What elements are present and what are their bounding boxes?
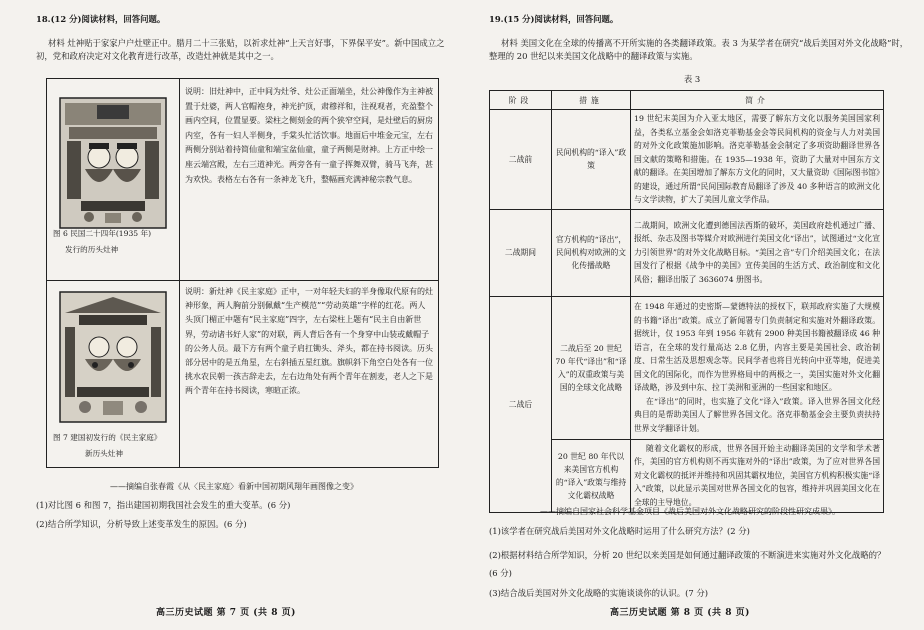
question-19-heading: 19.(15 分)阅读材料，回答问题。 bbox=[489, 14, 619, 24]
page-8-footer: 高三历史试题 第 8 页 (共 8 页) bbox=[610, 608, 750, 618]
democratic-family-kitchen-god-image bbox=[59, 291, 167, 423]
kitchen-god-woodcut-1935-image bbox=[59, 97, 167, 229]
measure-cell: 官方机构的“译出”，民间机构对欧洲的文化传播战略 bbox=[552, 209, 631, 296]
question-18-source: ——摘编自张春霞《从〈民主家庭〉看新中国初期风翔年画图像之变》 bbox=[110, 482, 358, 491]
figure-7-caption-line-1: 图 7 建国初发行的《民主家庭》 bbox=[53, 433, 162, 442]
question-18-material: 材料 灶神贴于家家户户灶壁正中。腊月二十三张贴，以祈求灶神“上天言好事，下界保平安”。新中国成立之初，党和政府决定对文化教育进行改革，改造灶神就是其中之一。 bbox=[36, 38, 445, 61]
question-18-part-1: (1)对比图 6 和图 7，指出建国初期我国社会发生的重大变革。(6 分) bbox=[36, 500, 291, 510]
header-intro: 简介 bbox=[631, 91, 884, 110]
intro-cell: 19 世纪末美国为介入亚太地区，需要了解东方文化以服务美国国家利益，各类私立基金会如洛克菲勒基金会等民间机构的资金与人力对美国的对外文化政策施加影响。洛克菲勒基金会制定了多项资助翻译世界各国文献的策略和措施。在 1935—1938 年，资助了大量对中国东方文献的翻译。在美国增加了解东方文化的同时，又大量资助《国际图书馆》的建设，通过所谓“民间国际教育局翻译了涉及 40 多种语言的欧洲文化与文学读物，扩大了美国儿童文学作品。 bbox=[631, 110, 884, 210]
figure-7-caption-line-2: 新历头灶神 bbox=[85, 449, 123, 458]
stage-cell: 二战期间 bbox=[490, 209, 552, 296]
measure-cell: 二战后至 20 世纪 70 年代“译出”和“译入”的双重政策与美国的全球文化战略 bbox=[552, 296, 631, 439]
measure-cell: 民间机构的“译入”政策 bbox=[552, 110, 631, 210]
table-row-post-war bbox=[490, 296, 884, 439]
intro-cell: 二战期间，欧洲文化遭到德国法西斯的破坏，美国政府趁机通过广播、报纸、杂志及图书等媒介对欧洲进行美国文化“译出”，试图通过“文化宣力引领世界”的对外文化战略目标。“美国之音”专门介绍美国文化；在法国发行了根据《战争中的美国》宣传美国的生活方式、政治制度和文化风俗；翻译出版了 3636074 册图书。 bbox=[631, 209, 884, 296]
translation-policy-table bbox=[489, 90, 884, 513]
table-row-figure-6 bbox=[47, 79, 438, 281]
material-table-18 bbox=[46, 78, 439, 468]
table-3-title: 表 3 bbox=[683, 74, 701, 84]
question-19-material: 材料 美国文化在全球的传播离不开所实施的各类翻译政策。表 3 为某学者在研究“战后美国对外文化战略”时，整理的 20 世纪以来美国文化战略中的翻译政策与实施。 bbox=[489, 38, 909, 61]
stage-cell: 二战后 bbox=[490, 296, 552, 512]
question-19-part-3: (3)结合战后美国对外文化战略的实施谈谈你的认识。(7 分) bbox=[489, 588, 709, 598]
intro-cell: 随着文化霸权的形成，世界各国开始主动翻译美国的文学和学术著作，美国的官方机构则不再实施对外的“译出”政策，为了应对世界各国对文化霸权的抵评并维持和巩固其霸权地位，美国官方机构积极实施“译入”政策，以此显示美国对世界各国文化的包容，维持并巩固美国文化在全球的主导地位。 bbox=[631, 439, 884, 512]
table-row-pre-war bbox=[490, 110, 884, 210]
figure-6-caption-line-2: 发行的历头灶神 bbox=[65, 245, 119, 254]
header-measure: 措施 bbox=[552, 91, 631, 110]
table-header-row bbox=[490, 91, 884, 110]
page-7-footer: 高三历史试题 第 7 页 (共 8 页) bbox=[156, 608, 296, 618]
figure-6-description: 说明：旧灶神中，正中间为灶爷、灶公正面端坐，灶公神像作为主神被置于灶婆，两人官帽袍身，神光护顶，肃穆祥和，注视观者，充盈整个画内空间，位置显要。梁柱之侧刻金的两个狭窄空间，是灶壁后的厨房内室，各有一妇人半侧身，手棠头忙活饮事。地面后中堆金元宝，左右两侧分别站着持简仙童和端宝盆仙童，童子两侧是财神。上方正中绘一座云端宫殿，左右三道神光。两旁各有一童子挥舞双臂，骑马飞奔，甚为欢快。表格左右各有一条神龙飞升，整幅画充满神秘宗教气息。 bbox=[185, 87, 433, 184]
question-18-heading: 18.(12 分)阅读材料，回答问题。 bbox=[36, 14, 166, 24]
question-19-source: ——摘编自国家社会科学基金项目《战后美国对外文化战略研究的阶段性研究成果》。 bbox=[540, 507, 840, 516]
figure-7-cell bbox=[47, 281, 180, 467]
question-18-part-2: (2)结合所学知识，分析导致上述变革发生的原因。(6 分) bbox=[36, 519, 247, 529]
measure-cell: 20 世纪 80 年代以来美国官方机构的“译入”政策与维持文化霸权战略 bbox=[552, 439, 631, 512]
question-19-part-1: (1)该学者在研究战后美国对外文化战略时运用了什么研究方法？(2 分) bbox=[489, 526, 750, 536]
table-row-wartime bbox=[490, 209, 884, 296]
table-row-figure-7 bbox=[47, 281, 438, 467]
stage-cell: 二战前 bbox=[490, 110, 552, 210]
figure-6-cell bbox=[47, 79, 180, 280]
intro-paragraph-2: 在“译出”的同时，也实施了文化“译入”政策。译入世界各国文化经典目的是帮助美国人了解世界各国文化。洛克菲勒基金会主要负责扶持世界文学翻译计划。 bbox=[634, 396, 880, 433]
figure-7-description: 说明：新灶神《民主家庭》正中，一对年轻夫妇的半身像取代原有的灶神形象，两人胸前分别佩戴“生产模范”“劳动英雄”字样的红花。两人头顶门楣正中题有“民主家庭”四字，左右梁柱上题有“民主自由新世界，劳动诸书好人家”的对联，两人背后各有一个身穿中山装或戴帽子的公务人员。最下方有两个童子肩扛锄头、斧头，都在持书阅读。历头部分居中的是五角星，左右斜插五星红旗。旗帜斜下角空白处各有一位挑水农民朝一孩吉辞走去，左右边角处有两个青年在割麦，老人之下是两个青年在持书阅读，寒暄正浓。 bbox=[185, 287, 433, 396]
intro-cell bbox=[631, 296, 884, 439]
header-stage: 阶段 bbox=[490, 91, 552, 110]
figure-6-caption-line-1: 图 6 民国二十四年(1935 年) bbox=[53, 229, 152, 238]
question-19-part-2: (2)根据材料结合所学知识，分析 20 世纪以来美国是如何通过翻译政策的不断演进来实施对外文化战略的？(6 分) bbox=[489, 550, 886, 578]
intro-paragraph-1: 在 1948 年通过的史密斯—蒙德特法的授权下，联邦政府实施了大规模的书籍“译出”政策。成立了新闻署专门负责制定和实施对外翻译政策。据统计，仅 1953 年到 1956 年就有 2900 种美国书籍被翻译成 46 种语言，在全球的发行量高达 2.8 亿册，内容主要是美国社会、政治制度、日常生活及思想观念等。民间学者也将目光转向中亚等地，促进美国文化的国际化，而作为世界格局中的两极之一，美国实施对外文化翻译战略，涉及到中东、拉丁美洲和亚洲的一些国家和地区。 bbox=[634, 302, 880, 392]
